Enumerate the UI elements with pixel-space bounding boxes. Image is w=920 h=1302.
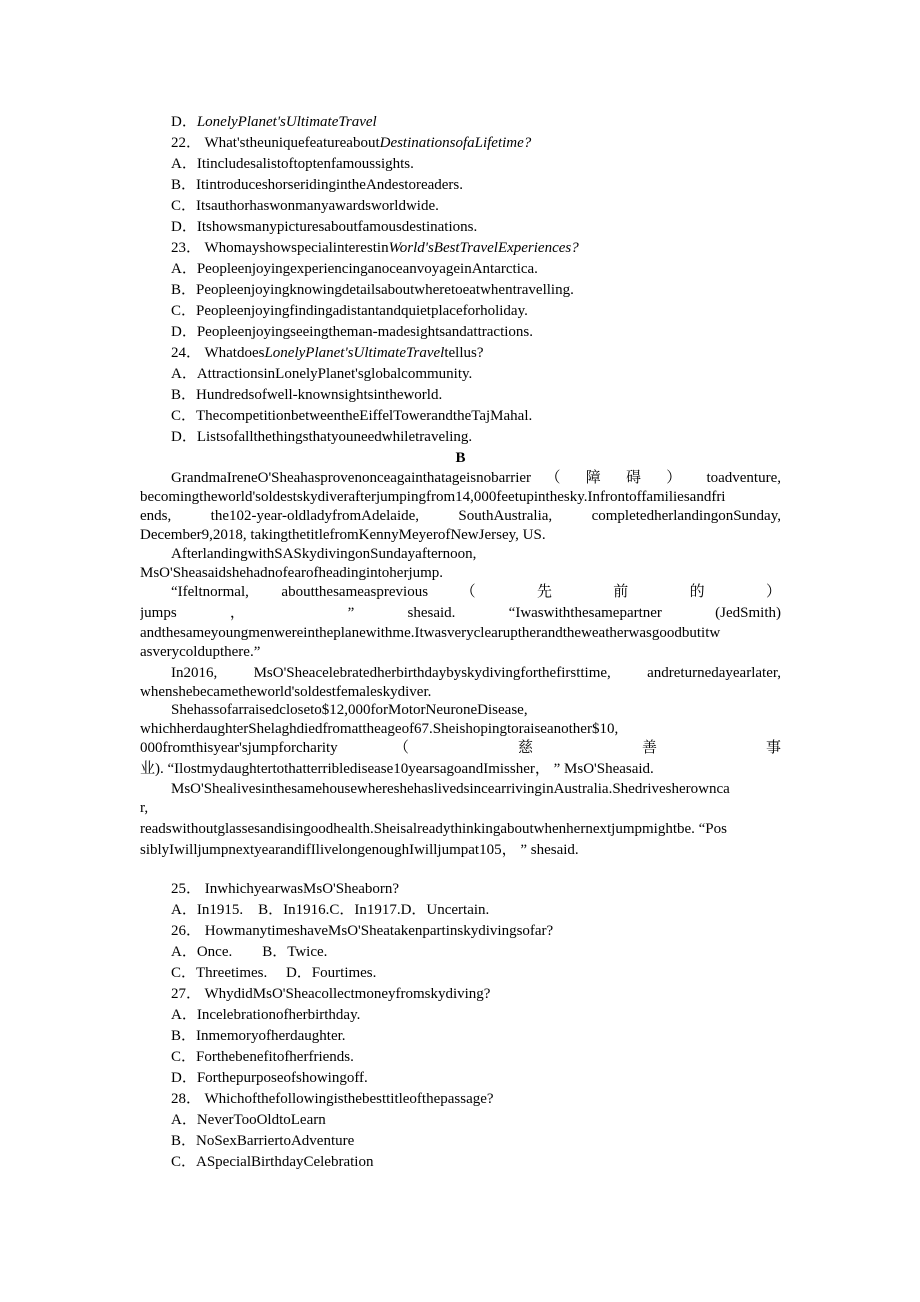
q24-option-a: A．AttractionsinLonelyPlanet'sglobalcommunity. [171,366,473,382]
q24-option-b: B．Hundredsofwell-knownsightsintheworld. [171,387,443,403]
q24-option-c: C．ThecompetitionbetweentheEiffelTowerandtheTajMahal. [171,408,533,424]
q22-option-a: A．Itincludesalistoftoptenfamoussights. [171,156,414,172]
question-line: D．Forthepurposeofshowingoff. [171,1070,368,1086]
passage-line: andthesameyoungmenwereintheplanewithme.Itwasveryclearuptherandtheweatherwasgoodbutitw [140,625,721,641]
stem-text: 22． What'stheuniquefeatureabout [171,135,380,151]
question-line: A．In1915. B．In1916.C．In1917.D．Uncertain. [171,902,490,918]
passage-line: 业). “Ilostmydaughtertothatterribledisease10yearsagoandImissher， ” MsO'Sheasaid. [140,761,654,777]
question-line: B．Inmemoryofherdaughter. [171,1028,346,1044]
q22-option-b: B．ItintroduceshorseridingintheAndestoreaders. [171,177,464,193]
passage-line: “Ifeltnormal, aboutthesameasprevious （ 先 前 的 ） [171,584,781,600]
question-line: C．ASpecialBirthdayCelebration [171,1154,374,1170]
q22-option-d: D．Itshowsmanypicturesaboutfamousdestinations. [171,219,478,235]
q23-option-b: B．Peopleenjoyingknowingdetailsaboutwheretoeatwhentravelling. [171,282,574,298]
q23-stem [171,238,579,258]
stem-text: 24． Whatdoes [171,345,265,361]
book-title: LonelyPlanet'sUltimateTravel [196,114,377,130]
question-line: A．Once. B．Twice. [171,944,328,960]
q24-option-d: D．Listsofallthethingsthatyouneedwhiletraveling. [171,429,473,445]
passage-line: MsO'Sheasaidshehadnofearofheadingintoherjump. [140,565,444,581]
stem-text: 23． Whomayshowspecialinterestin [171,240,389,256]
passage-line: Shehassofarraisedcloseto$12,000forMotorNeuroneDisease, [171,702,528,718]
question-line: B．NoSexBarriertoAdventure [171,1133,355,1149]
passage-line: 000fromthisyear'sjumpforcharity （ 慈 善 事 [140,740,781,756]
question-line: 26． HowmanytimeshaveMsO'Sheatakenpartinskydivingsofar? [171,923,554,939]
q22-option-c: C．Itsauthorhaswonmanyawardsworldwide. [171,198,439,214]
passage-line: MsO'ShealivesinthesamehousewhereshehaslivedsincearrivinginAustralia.Shedrivesherownca [171,781,730,797]
passage-line: AfterlandingwithSASkydivingonSundayafternoon, [171,546,477,562]
stem-text: tellus? [444,345,484,361]
passage-line: r, [140,800,149,816]
book-title: LonelyPlanet'sUltimateTravel [264,345,445,361]
passage-line: becomingtheworld'soldestskydiverafterjumpingfrom14,000feetupinthesky.Infrontoffamiliesandfri [140,489,726,505]
passage-line: whichherdaughterShelaghdiedfromattheageof67.Sheishopingtoraiseanother$10, [140,721,619,737]
question-line: A．Incelebrationofherbirthday. [171,1007,361,1023]
q23-option-c: C．Peopleenjoyingfindingadistantandquietplaceforholiday. [171,303,528,319]
q24-stem [171,343,483,363]
question-line: 28． Whichofthefollowingisthebesttitleofthepassage? [171,1091,494,1107]
book-title: World'sBestTravelExperiences? [388,240,579,256]
question-line: A．NeverTooOldtoLearn [171,1112,326,1128]
question-line: 25． InwhichyearwasMsO'Sheaborn? [171,881,400,897]
passage-line: GrandmaIreneO'Sheahasprovenonceagainthatageisnobarrier （ 障 碍 ） toadventure, [171,470,781,486]
q23-option-d: D．Peopleenjoyingseeingtheman-madesightsandattractions. [171,324,533,340]
question-line: 27． WhydidMsO'Sheacollectmoneyfromskydiving? [171,986,491,1002]
passage-line: siblyIwilljumpnextyearandifIlivelongenoughIwilljumpat105， ” shesaid. [140,842,579,858]
section-heading: B [455,450,466,466]
book-title: DestinationsofaLifetime? [379,135,532,151]
passage-line: asverycoldupthere.” [140,644,261,660]
passage-line: jumps ， ” shesaid. “Iwaswiththesamepartner (JedSmith) [140,605,781,621]
passage-line: In2016, MsO'Sheacelebratedherbirthdaybyskydivingforthefirsttime, andreturnedayearlater, [171,665,781,681]
option-label: D． [171,114,197,130]
passage-line: ends, the102-year-oldladyfromAdelaide, SouthAustralia, completedherlandingonSunday, [140,508,781,524]
q21-option-d [171,112,377,132]
passage-line: readswithoutglassesandisingoodhealth.Sheisalreadythinkingaboutwhenhernextjumpmightbe. “Pos [140,821,727,837]
question-line: C．Threetimes. D．Fourtimes. [171,965,377,981]
q23-option-a: A．PeopleenjoyingexperiencinganoceanvoyageinAntarctica. [171,261,538,277]
question-line: C．Forthebenefitofherfriends. [171,1049,354,1065]
q22-stem [171,133,531,153]
passage-line: December9,2018, takingthetitlefromKennyMeyerofNewJersey, US. [140,527,546,543]
passage-line: whenshebecametheworld'soldestfemaleskydiver. [140,684,432,700]
